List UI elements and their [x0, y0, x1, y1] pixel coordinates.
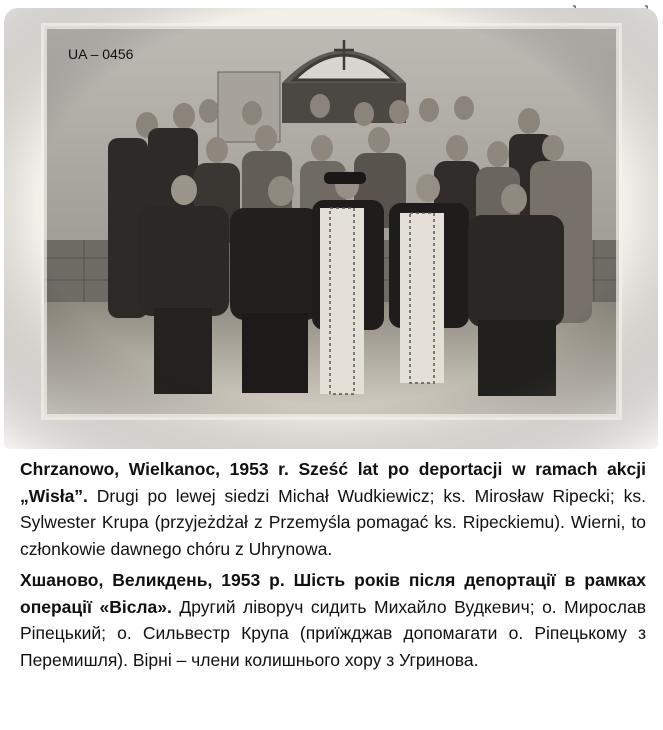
group-photo-image — [4, 8, 658, 449]
caption-polish-title: Chrzanowo, Wielkanoc, 1953 r. Sześć lat po deportacji w ramach akcji „Wisła”. — [20, 459, 646, 506]
caption-ukrainian-title: Хшаново, Великдень, 1953 р. Шість років після депортації в рамках операції «Вісла». — [20, 570, 646, 617]
archive-code: UA – 0456 — [68, 46, 134, 62]
archive-photo — [4, 8, 658, 449]
caption-ukrainian — [20, 567, 646, 673]
caption-ukrainian-text: Другий ліворуч сидить Михайло Вудкевич; о. Мирослав Ріпецький; о. Сильвестр Крупа (приїжджав допомагати о. Ріпецькому з Перемишля). Вірні – члени колишнього хору з Угринова. — [20, 596, 646, 670]
caption-block — [20, 456, 646, 678]
caption-polish — [20, 456, 646, 562]
caption-polish-text: Drugi po lewej siedzi Michał Wudkiewicz; ks. Mirosław Ripecki; ks. Sylwester Krupa (przyjeżdżał z Przemyśla pomagać ks. Ripeckiemu). Wierni, to członkowie dawnego chóru z Uhrynowa. — [20, 485, 646, 559]
